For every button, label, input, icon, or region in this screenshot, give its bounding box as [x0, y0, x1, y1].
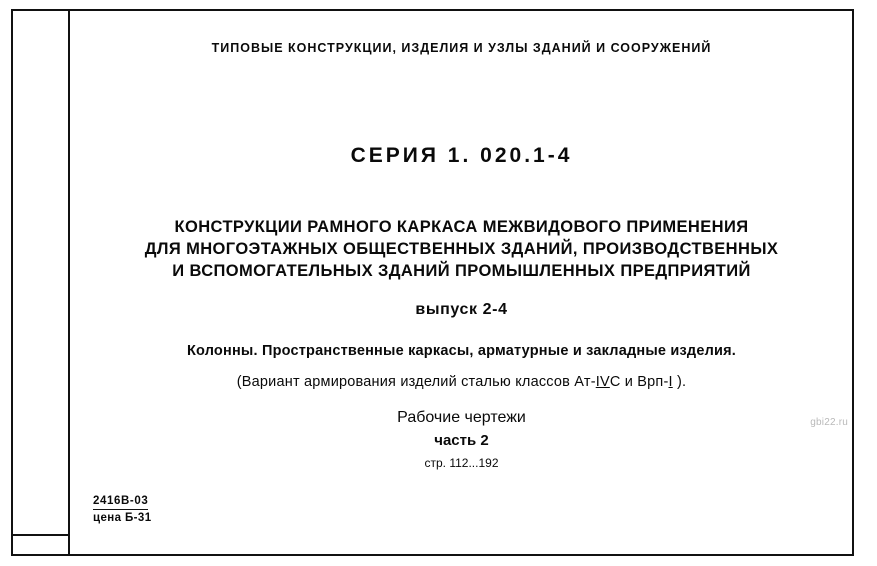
variant-prefix: (Вариант армирования изделий сталью классов Ат-: [236, 374, 596, 390]
watermark: gbi22.ru: [810, 417, 848, 428]
variant-middle: С и Врп-: [609, 374, 669, 390]
issue-number: выпуск 2-4: [415, 301, 508, 318]
stamp-price: цена Б-31: [93, 512, 152, 524]
title-line-3: И ВСПОМОГАТЕЛЬНЫХ ЗДАНИЙ ПРОМЫШЛЕННЫХ ПРЕДПРИЯТИЙ: [172, 262, 751, 280]
document-subtitle: Колонны. Пространственные каркасы, арматурные и закладные изделия.: [186, 343, 737, 359]
title-line-1: КОНСТРУКЦИИ РАМНОГО КАРКАСА МЕЖВИДОВОГО ПРИМЕНЕНИЯ: [174, 218, 749, 236]
stamp-code: 2416В-03: [93, 494, 148, 510]
series-number: СЕРИЯ 1. 020.1-4: [350, 144, 573, 167]
stamp-divider-line: [11, 534, 69, 536]
stamp-block: [93, 494, 152, 525]
page-content: [69, 9, 854, 556]
variant-note: [69, 374, 854, 390]
page-range-label: стр. 112...192: [424, 456, 499, 470]
part-label: часть 2: [434, 432, 489, 449]
variant-steel-class-2: I: [668, 374, 673, 390]
variant-steel-class-1: IV: [595, 374, 610, 390]
title-line-2: ДЛЯ МНОГОЭТАЖНЫХ ОБЩЕСТВЕННЫХ ЗДАНИЙ, ПРОИЗВОДСТВЕННЫХ: [144, 240, 779, 258]
variant-suffix: ).: [672, 374, 687, 390]
working-drawings-label: Рабочие чертежи: [397, 409, 526, 426]
document-title: [69, 216, 854, 282]
document-header: ТИПОВЫЕ КОНСТРУКЦИИ, ИЗДЕЛИЯ И УЗЛЫ ЗДАНИЙ И СООРУЖЕНИЙ: [211, 41, 712, 55]
